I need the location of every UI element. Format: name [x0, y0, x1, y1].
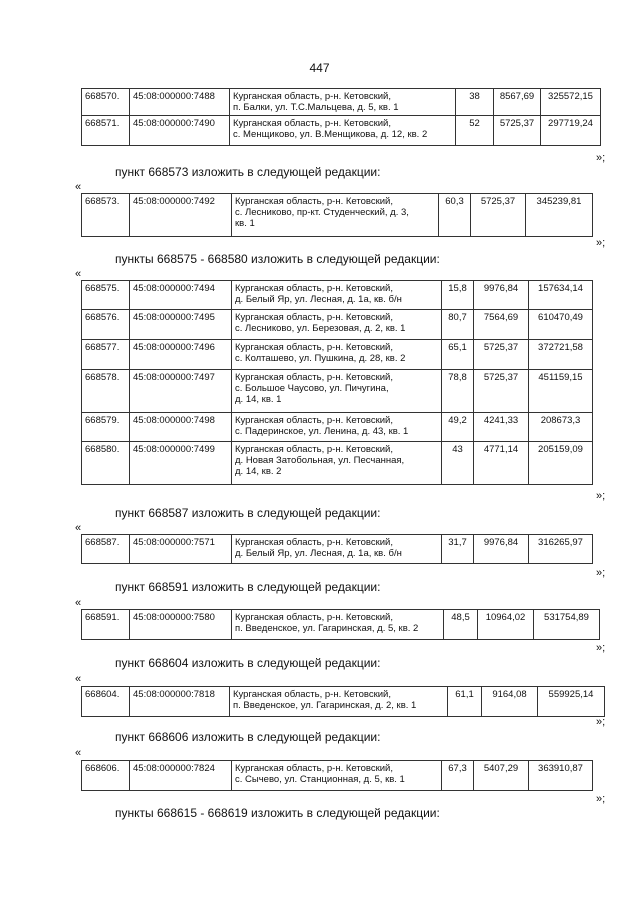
section-heading: пункт 668573 изложить в следующей редакции: [115, 165, 381, 179]
unit-price-cell: 7564,69 [474, 310, 529, 340]
area-cell: 78,8 [442, 370, 474, 413]
cadastral-number-cell: 45:08:000000:7495 [130, 310, 232, 340]
area-cell: 38 [456, 89, 494, 116]
unit-price-cell: 5725,37 [471, 194, 526, 237]
close-quote: »; [596, 716, 606, 728]
cadastral-value-cell: 610470,49 [529, 310, 593, 340]
cadastral-value-cell: 205159,09 [529, 442, 593, 485]
address-cell: Курганская область, р-н. Кетовский, с. Сычево, ул. Станционная, д. 5, кв. 1 [232, 761, 442, 791]
row-number-cell: 668604. [82, 687, 130, 717]
cadastral-value-cell: 451159,15 [529, 370, 593, 413]
open-quote: « [75, 597, 82, 609]
cadastral-number-cell: 45:08:000000:7496 [130, 340, 232, 370]
unit-price-cell: 4771,14 [474, 442, 529, 485]
table-row [82, 89, 601, 116]
unit-price-cell: 8567,69 [494, 89, 541, 116]
cadastral-number-cell: 45:08:000000:7580 [130, 610, 232, 640]
section-heading: пункты 668575 - 668580 изложить в следующей редакции: [115, 252, 440, 266]
section-heading: пункт 668587 изложить в следующей редакции: [115, 506, 381, 520]
close-quote: »; [596, 237, 606, 249]
unit-price-cell: 10964,02 [478, 610, 534, 640]
area-cell: 61,1 [448, 687, 482, 717]
data-table [81, 686, 605, 717]
unit-price-cell: 5725,37 [474, 340, 529, 370]
table-row [82, 413, 593, 442]
cadastral-value-cell: 316265,97 [529, 535, 593, 564]
cadastral-number-cell: 45:08:000000:7497 [130, 370, 232, 413]
open-quote: « [75, 181, 82, 193]
cadastral-number-cell: 45:08:000000:7492 [130, 194, 232, 237]
cadastral-value-cell: 325572,15 [541, 89, 601, 116]
area-cell: 43 [442, 442, 474, 485]
area-cell: 15,8 [442, 281, 474, 310]
address-cell: Курганская область, р-н. Кетовский, п. Введенское, ул. Гагаринская, д. 2, кв. 1 [230, 687, 448, 717]
section-heading: пункт 668606 изложить в следующей редакции: [115, 730, 381, 744]
address-cell: Курганская область, р-н. Кетовский, с. Лесниково, пр-кт. Студенческий, д. 3, кв. 1 [232, 194, 439, 237]
table-row [82, 687, 605, 717]
area-cell: 49,2 [442, 413, 474, 442]
row-number-cell: 668573. [82, 194, 130, 237]
area-cell: 65,1 [442, 340, 474, 370]
cadastral-value-cell: 559925,14 [538, 687, 605, 717]
address-cell: Курганская область, р-н. Кетовский, с. Лесниково, ул. Березовая, д. 2, кв. 1 [232, 310, 442, 340]
unit-price-cell: 9976,84 [474, 535, 529, 564]
unit-price-cell: 5725,37 [474, 370, 529, 413]
unit-price-cell: 5407,29 [474, 761, 529, 791]
address-cell: Курганская область, р-н. Кетовский, п. Балки, ул. Т.С.Мальцева, д. 5, кв. 1 [230, 89, 456, 116]
data-table [81, 193, 593, 237]
row-number-cell: 668580. [82, 442, 130, 485]
section-heading: пункт 668591 изложить в следующей редакции: [115, 580, 381, 594]
row-number-cell: 668579. [82, 413, 130, 442]
cadastral-value-cell: 531754,89 [534, 610, 600, 640]
close-quote: »; [596, 152, 606, 164]
address-cell: Курганская область, р-н. Кетовский, п. Введенское, ул. Гагаринская, д. 5, кв. 2 [232, 610, 444, 640]
cadastral-number-cell: 45:08:000000:7824 [130, 761, 232, 791]
close-quote: »; [596, 642, 606, 654]
data-table [81, 88, 601, 146]
area-cell: 80,7 [442, 310, 474, 340]
cadastral-number-cell: 45:08:000000:7494 [130, 281, 232, 310]
section-heading: пункты 668615 - 668619 изложить в следующей редакции: [115, 806, 440, 820]
unit-price-cell: 9976,84 [474, 281, 529, 310]
area-cell: 60,3 [439, 194, 471, 237]
table-row [82, 340, 593, 370]
table-row [82, 310, 593, 340]
area-cell: 67,3 [442, 761, 474, 791]
open-quote: « [75, 673, 82, 685]
row-number-cell: 668571. [82, 116, 130, 146]
data-table [81, 280, 593, 485]
row-number-cell: 668575. [82, 281, 130, 310]
address-cell: Курганская область, р-н. Кетовский, с. Колташево, ул. Пушкина, д. 28, кв. 2 [232, 340, 442, 370]
table-row [82, 761, 593, 791]
cadastral-value-cell: 363910,87 [529, 761, 593, 791]
unit-price-cell: 5725,37 [494, 116, 541, 146]
row-number-cell: 668578. [82, 370, 130, 413]
table-row [82, 116, 601, 146]
unit-price-cell: 4241,33 [474, 413, 529, 442]
open-quote: « [75, 747, 82, 759]
table-row [82, 535, 593, 564]
row-number-cell: 668577. [82, 340, 130, 370]
cadastral-value-cell: 372721,58 [529, 340, 593, 370]
open-quote: « [75, 268, 82, 280]
cadastral-value-cell: 208673,3 [529, 413, 593, 442]
data-table [81, 760, 593, 791]
cadastral-number-cell: 45:08:000000:7490 [130, 116, 230, 146]
cadastral-number-cell: 45:08:000000:7499 [130, 442, 232, 485]
cadastral-number-cell: 45:08:000000:7571 [130, 535, 232, 564]
page-number: 447 [309, 61, 330, 75]
cadastral-value-cell: 297719,24 [541, 116, 601, 146]
table-row [82, 370, 593, 413]
address-cell: Курганская область, р-н. Кетовский, д. Новая Затобольная, ул. Песчанная, д. 14, кв. 2 [232, 442, 442, 485]
close-quote: »; [596, 490, 606, 502]
row-number-cell: 668591. [82, 610, 130, 640]
address-cell: Курганская область, р-н. Кетовский, с. Падеринское, ул. Ленина, д. 43, кв. 1 [232, 413, 442, 442]
table-row [82, 194, 593, 237]
row-number-cell: 668576. [82, 310, 130, 340]
open-quote: « [75, 522, 82, 534]
unit-price-cell: 9164,08 [482, 687, 538, 717]
row-number-cell: 668570. [82, 89, 130, 116]
cadastral-number-cell: 45:08:000000:7818 [130, 687, 230, 717]
row-number-cell: 668606. [82, 761, 130, 791]
area-cell: 48,5 [444, 610, 478, 640]
close-quote: »; [596, 567, 606, 579]
area-cell: 52 [456, 116, 494, 146]
close-quote: »; [596, 793, 606, 805]
table-row [82, 281, 593, 310]
table-row [82, 610, 600, 640]
data-table [81, 534, 593, 564]
cadastral-value-cell: 157634,14 [529, 281, 593, 310]
cadastral-number-cell: 45:08:000000:7498 [130, 413, 232, 442]
address-cell: Курганская область, р-н. Кетовский, с. Большое Чаусово, ул. Пичугина, д. 14, кв. 1 [232, 370, 442, 413]
section-heading: пункт 668604 изложить в следующей редакции: [115, 656, 381, 670]
address-cell: Курганская область, р-н. Кетовский, д. Белый Яр, ул. Лесная, д. 1а, кв. б/н [232, 535, 442, 564]
cadastral-value-cell: 345239,81 [526, 194, 593, 237]
table-row [82, 442, 593, 485]
address-cell: Курганская область, р-н. Кетовский, с. Менщиково, ул. В.Менщикова, д. 12, кв. 2 [230, 116, 456, 146]
address-cell: Курганская область, р-н. Кетовский, д. Белый Яр, ул. Лесная, д. 1а, кв. б/н [232, 281, 442, 310]
cadastral-number-cell: 45:08:000000:7488 [130, 89, 230, 116]
row-number-cell: 668587. [82, 535, 130, 564]
area-cell: 31,7 [442, 535, 474, 564]
data-table [81, 609, 600, 640]
